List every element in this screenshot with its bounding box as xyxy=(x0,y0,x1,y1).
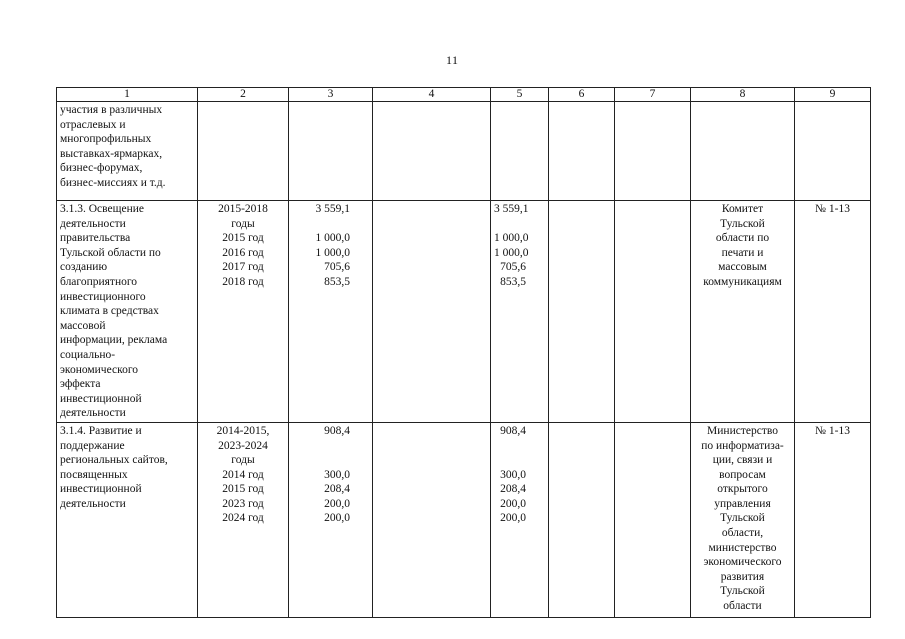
cell-line: массовой xyxy=(60,319,106,332)
cell-line: деятельности xyxy=(60,407,126,420)
cell-line: 3.1.3. Освещение xyxy=(60,203,144,215)
cell-line: 2014-2015, xyxy=(216,424,270,437)
cell-line: инвестиционного xyxy=(60,290,146,303)
cell-line: деятельности xyxy=(60,217,126,230)
regional-budget-cell xyxy=(491,422,549,617)
cell-line: инвестиционной xyxy=(60,392,142,405)
cell-line: Комитет xyxy=(721,203,764,215)
cell-line: 200,0 xyxy=(500,497,526,510)
cell-line xyxy=(494,439,526,454)
cell-line: 2017 год xyxy=(222,261,264,274)
cell-line: 2018 год xyxy=(222,275,264,288)
period-cell xyxy=(198,201,289,423)
cell-line: 208,4 xyxy=(324,483,350,496)
cell-line: посвященных xyxy=(60,468,128,481)
cell-line: 705,6 xyxy=(500,261,526,274)
cell-line: Тульской xyxy=(720,217,765,230)
cell-line: 2023 год xyxy=(222,497,264,510)
empty-cell xyxy=(373,422,491,617)
responsible-executor-cell xyxy=(691,201,795,423)
cell-line: правительства xyxy=(60,232,131,245)
cell-line: созданию xyxy=(60,261,108,274)
empty-cell xyxy=(549,422,615,617)
page-number: 11 xyxy=(446,53,459,67)
empty-cell xyxy=(549,102,615,201)
cell-line: годы xyxy=(231,217,255,230)
cell-line: региональных сайтов, xyxy=(60,454,168,467)
column-number-2: 2 xyxy=(198,88,289,102)
cell-line: 2015 год xyxy=(222,232,264,245)
responsible-executor-cell xyxy=(691,422,795,617)
measure-description xyxy=(57,422,198,617)
cell-line: печати и xyxy=(721,246,764,259)
empty-cell xyxy=(373,201,491,423)
cell-line: области, xyxy=(721,527,764,540)
regional-budget-cell xyxy=(491,102,549,201)
cell-line: бизнес-миссиях и т.д. xyxy=(60,176,166,189)
cell-line: коммуникациям xyxy=(703,275,782,288)
column-number-5: 5 xyxy=(491,88,549,102)
total-amount-cell xyxy=(289,102,373,201)
cell-line: области по xyxy=(715,232,770,245)
cell-line: бизнес-форумах, xyxy=(60,162,143,175)
cell-line: социально- xyxy=(60,348,116,361)
empty-cell xyxy=(615,102,691,201)
cell-line: управления xyxy=(714,497,771,510)
cell-line: 2014 год xyxy=(222,468,264,481)
table-row xyxy=(57,102,871,201)
cell-line: 2023-2024 xyxy=(218,439,268,452)
column-number-3: 3 xyxy=(289,88,373,102)
responsible-executor-cell xyxy=(691,102,795,201)
cell-line: области xyxy=(723,600,762,613)
cell-line: инвестиционной xyxy=(60,483,142,496)
measure-description xyxy=(57,201,198,423)
column-number-6: 6 xyxy=(549,88,615,102)
cell-line: деятельности xyxy=(60,497,126,510)
cell-line: 300,0 xyxy=(500,468,526,481)
cell-line: 1 000,0 xyxy=(315,246,350,259)
column-number-8: 8 xyxy=(691,88,795,102)
cell-line: экономического xyxy=(703,556,782,569)
program-table xyxy=(56,87,871,618)
cell-line: годы xyxy=(231,454,255,467)
indicator-number-cell: № 1-13 xyxy=(795,201,871,423)
cell-line: открытого xyxy=(717,483,768,496)
indicator-number-cell: № 1-13 xyxy=(795,422,871,617)
cell-line: выставках-ярмарках, xyxy=(60,147,163,160)
cell-line: 1 000,0 xyxy=(494,232,529,245)
column-number-row xyxy=(57,88,871,102)
cell-line: Тульской xyxy=(720,585,765,598)
cell-line: 3 559,1 xyxy=(315,203,350,215)
cell-line: 2015-2018 xyxy=(218,203,268,215)
cell-line: 200,0 xyxy=(324,512,350,525)
cell-line: 1 000,0 xyxy=(315,232,350,245)
empty-cell xyxy=(373,102,491,201)
cell-line: участия в различных xyxy=(60,104,163,116)
empty-cell xyxy=(615,422,691,617)
cell-line: климата в средствах xyxy=(60,305,159,318)
cell-line: эффекта xyxy=(60,378,101,391)
column-number-7: 7 xyxy=(615,88,691,102)
cell-line: 2016 год xyxy=(222,246,264,259)
cell-line: 705,6 xyxy=(324,261,350,274)
period-cell xyxy=(198,102,289,201)
cell-line: 853,5 xyxy=(324,275,350,288)
cell-line: многопрофильных xyxy=(60,133,152,146)
regional-budget-cell xyxy=(491,201,549,423)
cell-line: массовым xyxy=(718,261,767,274)
cell-line: информации, реклама xyxy=(60,334,168,347)
total-amount-cell xyxy=(289,201,373,423)
cell-line: 908,4 xyxy=(324,424,350,437)
cell-line: вопросам xyxy=(719,468,766,481)
cell-line: 1 000,0 xyxy=(494,246,529,259)
cell-line: 3.1.4. Развитие и xyxy=(60,424,142,437)
cell-line: 853,5 xyxy=(500,275,526,288)
total-amount-cell xyxy=(289,422,373,617)
cell-line xyxy=(292,217,350,232)
cell-line xyxy=(494,453,526,468)
column-number-4: 4 xyxy=(373,88,491,102)
indicator-number-cell xyxy=(795,102,871,201)
cell-line: 200,0 xyxy=(500,512,526,525)
cell-line xyxy=(292,453,350,468)
period-cell xyxy=(198,422,289,617)
cell-line: отраслевых и xyxy=(60,118,126,131)
column-number-9: 9 xyxy=(795,88,871,102)
table-row xyxy=(57,422,871,617)
cell-line xyxy=(292,439,350,454)
empty-cell xyxy=(549,201,615,423)
cell-line: экономического xyxy=(60,363,139,376)
cell-line: 200,0 xyxy=(324,497,350,510)
cell-line: Тульской xyxy=(720,512,765,525)
cell-line: по информатиза- xyxy=(701,439,784,452)
cell-line: ции, связи и xyxy=(712,454,773,467)
cell-line: Министерство xyxy=(707,424,778,437)
cell-line: 300,0 xyxy=(324,468,350,481)
cell-line: 3 559,1 xyxy=(494,203,529,215)
cell-line: поддержание xyxy=(60,439,125,452)
column-number-1: 1 xyxy=(57,88,198,102)
cell-line xyxy=(494,217,526,232)
cell-line: 908,4 xyxy=(500,424,526,437)
cell-line: развития xyxy=(720,570,765,583)
cell-line: 208,4 xyxy=(500,483,526,496)
table-row xyxy=(57,201,871,423)
cell-line: 2024 год xyxy=(222,512,264,525)
cell-line: Тульской области по xyxy=(60,246,161,259)
measure-description xyxy=(57,102,198,201)
cell-line: благоприятного xyxy=(60,275,138,288)
empty-cell xyxy=(615,201,691,423)
cell-line: 2015 год xyxy=(222,483,264,496)
cell-line: министерство xyxy=(708,541,777,554)
